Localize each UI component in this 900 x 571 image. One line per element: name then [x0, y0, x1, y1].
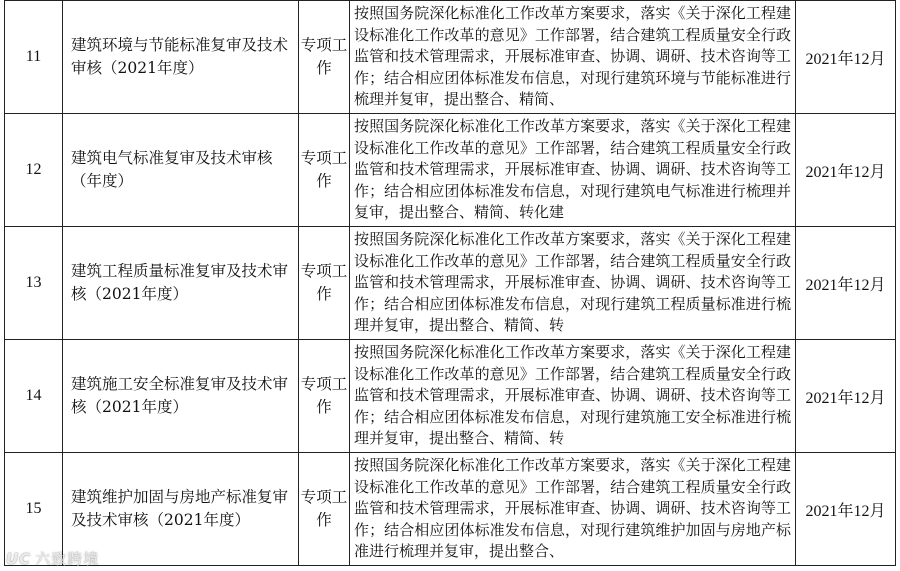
- completion-date: 2021年12月: [796, 1, 896, 114]
- project-description: 按照国务院深化标准化工作改革方案要求，落实《关于深化工程建设标准化工作改革的意见》工作部署，结合建筑工程质量安全行政监管和技术管理需求，开展标准审查、协调、调研、技术咨询等工作；结合相应团体标准发布信息，对现行建筑电气标准进行梳理并复审，提出整合、精简、转化建: [354, 117, 791, 221]
- project-description: 按照国务院深化标准化工作改革方案要求，落实《关于深化工程建设标准化工作改革的意见》工作部署，结合建筑工程质量安全行政监管和技术管理需求，开展标准审查、协调、调研、技术咨询等工作；结合相应团体标准发布信息，对现行建筑环境与节能标准进行梳理并复审，提出整合、精简、: [354, 4, 791, 108]
- completion-date: 2021年12月: [796, 114, 896, 227]
- project-name: 建筑施工安全标准复审及技术审核（2021年度）: [63, 340, 299, 453]
- project-description: 按照国务院深化标准化工作改革方案要求，落实《关于深化工程建设标准化工作改革的意见》工作部署，结合建筑工程质量安全行政监管和技术管理需求，开展标准审查、协调、调研、技术咨询等工作；结合相应团体标准发布信息，对现行建筑工程质量标准进行梳理并复审，提出整合、精简、转: [354, 230, 791, 334]
- table-row: [5, 1, 896, 114]
- project-type: 专项工作: [299, 114, 350, 227]
- project-description: 按照国务院深化标准化工作改革方案要求，落实《关于深化工程建设标准化工作改革的意见》工作部署，结合建筑工程质量安全行政监管和技术管理需求，开展标准审查、协调、调研、技术咨询等工作；结合相应团体标准发布信息，对现行建筑维护加固与房地产标准进行梳理并复审，提出整合、: [354, 456, 791, 560]
- project-description-cell: [350, 340, 796, 453]
- row-number: 15: [5, 453, 63, 566]
- row-number: 11: [5, 1, 63, 114]
- watermark: [6, 548, 99, 569]
- project-description-cell: [350, 1, 796, 114]
- table-row: [5, 340, 896, 453]
- row-number: 12: [5, 114, 63, 227]
- project-name: 建筑工程质量标准复审及技术审核（2021年度）: [63, 227, 299, 340]
- project-description-cell: [350, 114, 796, 227]
- project-type: 专项工作: [299, 340, 350, 453]
- project-description: 按照国务院深化标准化工作改革方案要求，落实《关于深化工程建设标准化工作改革的意见》工作部署，结合建筑工程质量安全行政监管和技术管理需求，开展标准审查、协调、调研、技术咨询等工作；结合相应团体标准发布信息，对现行建筑施工安全标准进行梳理并复审，提出整合、精简、转: [354, 343, 791, 447]
- project-type: 专项工作: [299, 227, 350, 340]
- table-row: [5, 114, 896, 227]
- project-type: 专项工作: [299, 453, 350, 566]
- project-name: 建筑维护加固与房地产标准复审及技术审核（2021年度）: [63, 453, 299, 566]
- completion-date: 2021年12月: [796, 453, 896, 566]
- table-row: [5, 227, 896, 340]
- row-number: 13: [5, 227, 63, 340]
- row-number: 14: [5, 340, 63, 453]
- project-description-cell: [350, 227, 796, 340]
- project-description-cell: [350, 453, 796, 566]
- watermark-logo-icon: UC: [6, 550, 32, 568]
- completion-date: 2021年12月: [796, 340, 896, 453]
- completion-date: 2021年12月: [796, 227, 896, 340]
- project-name: 建筑电气标准复审及技术审核（年度）: [63, 114, 299, 227]
- standards-work-table: [4, 0, 896, 566]
- watermark-text: 六致跨境: [35, 550, 100, 568]
- project-type: 专项工作: [299, 1, 350, 114]
- table-row: [5, 453, 896, 566]
- project-name: 建筑环境与节能标准复审及技术审核（2021年度）: [63, 1, 299, 114]
